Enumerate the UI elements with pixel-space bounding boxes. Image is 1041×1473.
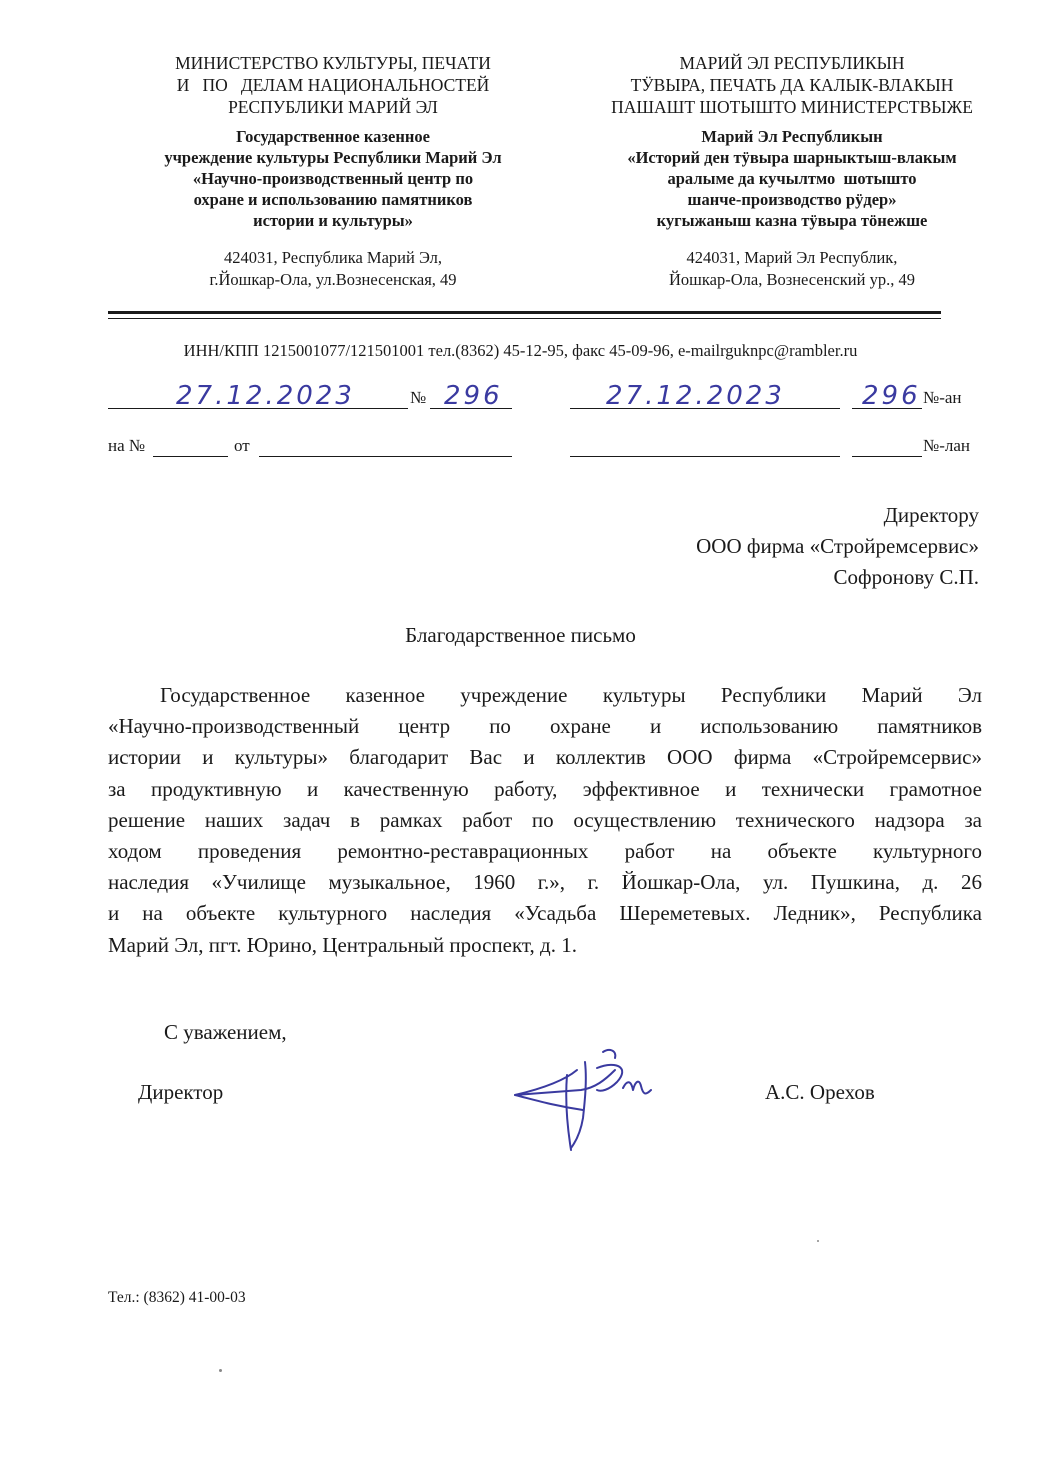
letter-title: Благодарственное письмо: [405, 623, 636, 647]
body-line: и на объекте культурного наследия «Усадьба Шереметевых. Ледник», Республика: [108, 901, 982, 926]
number-label: №: [410, 388, 427, 407]
scan-speck: [219, 1369, 222, 1372]
letterhead-left: [110, 52, 556, 291]
reference-suffix-mari: №-лан: [923, 436, 971, 455]
signatory-title: Директор: [138, 1080, 224, 1104]
address-russian: 424031, Республика Марий Эл, г.Йошкар-Ола, ул.Вознесенская, 49: [209, 248, 457, 289]
body-line: Государственное казенное учреждение культуры Республики Марий Эл: [160, 683, 982, 707]
handwritten-date: 27.12.2023: [176, 381, 355, 411]
letterhead-right: [572, 52, 1012, 291]
footer-phone: Тел.: (8362) 41-00-03: [108, 1289, 246, 1306]
reference-number-label: на №: [108, 436, 146, 455]
closing-regards: С уважением,: [164, 1020, 287, 1044]
outgoing-date-field: [108, 380, 408, 409]
reference-date-label: от: [234, 436, 250, 455]
outgoing-number-field: [430, 380, 512, 409]
reference-date-field: [259, 428, 512, 457]
outgoing-date-field-mari: [570, 380, 840, 409]
handwritten-number: 296: [444, 381, 503, 411]
reference-number-field-mari: [852, 428, 922, 457]
outgoing-number-field-mari: [852, 380, 922, 409]
handwritten-date-mari: 27.12.2023: [606, 381, 785, 411]
reference-date-field-mari: [570, 428, 840, 457]
body-line: истории и культуры» благодарит Вас и коллектив ООО фирма «Стройремсервис»: [108, 745, 982, 770]
signatory-name: А.С. Орехов: [765, 1080, 875, 1104]
body-line: Марий Эл, пгт. Юрино, Центральный проспект, д. 1.: [108, 932, 577, 957]
body-line: «Научно-производственный центр по охране и использованию памятников: [108, 714, 982, 739]
header-divider-thin: [108, 318, 941, 319]
institution-name-russian: Государственное казенное учреждение культуры Республики Марий Эл «Научно-производственный центр по охране и использованию памятников истории и культуры»: [164, 127, 502, 230]
body-line: решение наших задач в рамках работ по осуществлению технического надзора за: [108, 807, 982, 832]
header-divider-thick: [108, 311, 941, 314]
handwritten-number-mari: 296: [862, 381, 921, 411]
body-line: за продуктивную и качественную работу, эффективное и технически грамотное: [108, 776, 982, 801]
contact-line: ИНН/КПП 1215001077/121501001 тел.(8362) 45-12-95, факс 45-09-96, e-mailrguknpc@rambler.ru: [183, 341, 858, 360]
signature-image: [505, 1040, 685, 1160]
institution-name-mari: Марий Эл Республикын «Историй ден тӱвыра шарныктыш-влакым аралыме да кучылтмо шотышто шанче-производство рӱдер» кугыжаныш казна тӱвыра тӧнежше: [627, 127, 957, 230]
number-suffix-mari: №-ан: [923, 388, 962, 407]
body-line: ходом проведения ремонтно-реставрационных работ на объекте культурного: [108, 839, 982, 864]
body-line: наследия «Училище музыкальное, 1960 г.», г. Йошкар-Ола, ул. Пушкина, д. 26: [108, 870, 982, 895]
letter-body: [108, 680, 982, 961]
addressee-block: Директору ООО фирма «Стройремсервис» Софронову С.П.: [696, 503, 979, 589]
ministry-name-russian: МИНИСТЕРСТВО КУЛЬТУРЫ, ПЕЧАТИ И ПО ДЕЛАМ НАЦИОНАЛЬНОСТЕЙ РЕСПУБЛИКИ МАРИЙ ЭЛ: [175, 53, 491, 117]
ministry-name-mari: МАРИЙ ЭЛ РЕСПУБЛИКЫН ТӰВЫРА, ПЕЧАТЬ ДА КАЛЫК-ВЛАКЫН ПАШАШТ ШОТЫШТО МИНИСТЕРСТВЫЖЕ: [611, 53, 973, 117]
address-mari: 424031, Марий Эл Республик, Йошкар-Ола, Вознесенский ур., 49: [669, 248, 915, 289]
scan-speck: [817, 1240, 819, 1242]
reference-number-field: [153, 428, 228, 457]
